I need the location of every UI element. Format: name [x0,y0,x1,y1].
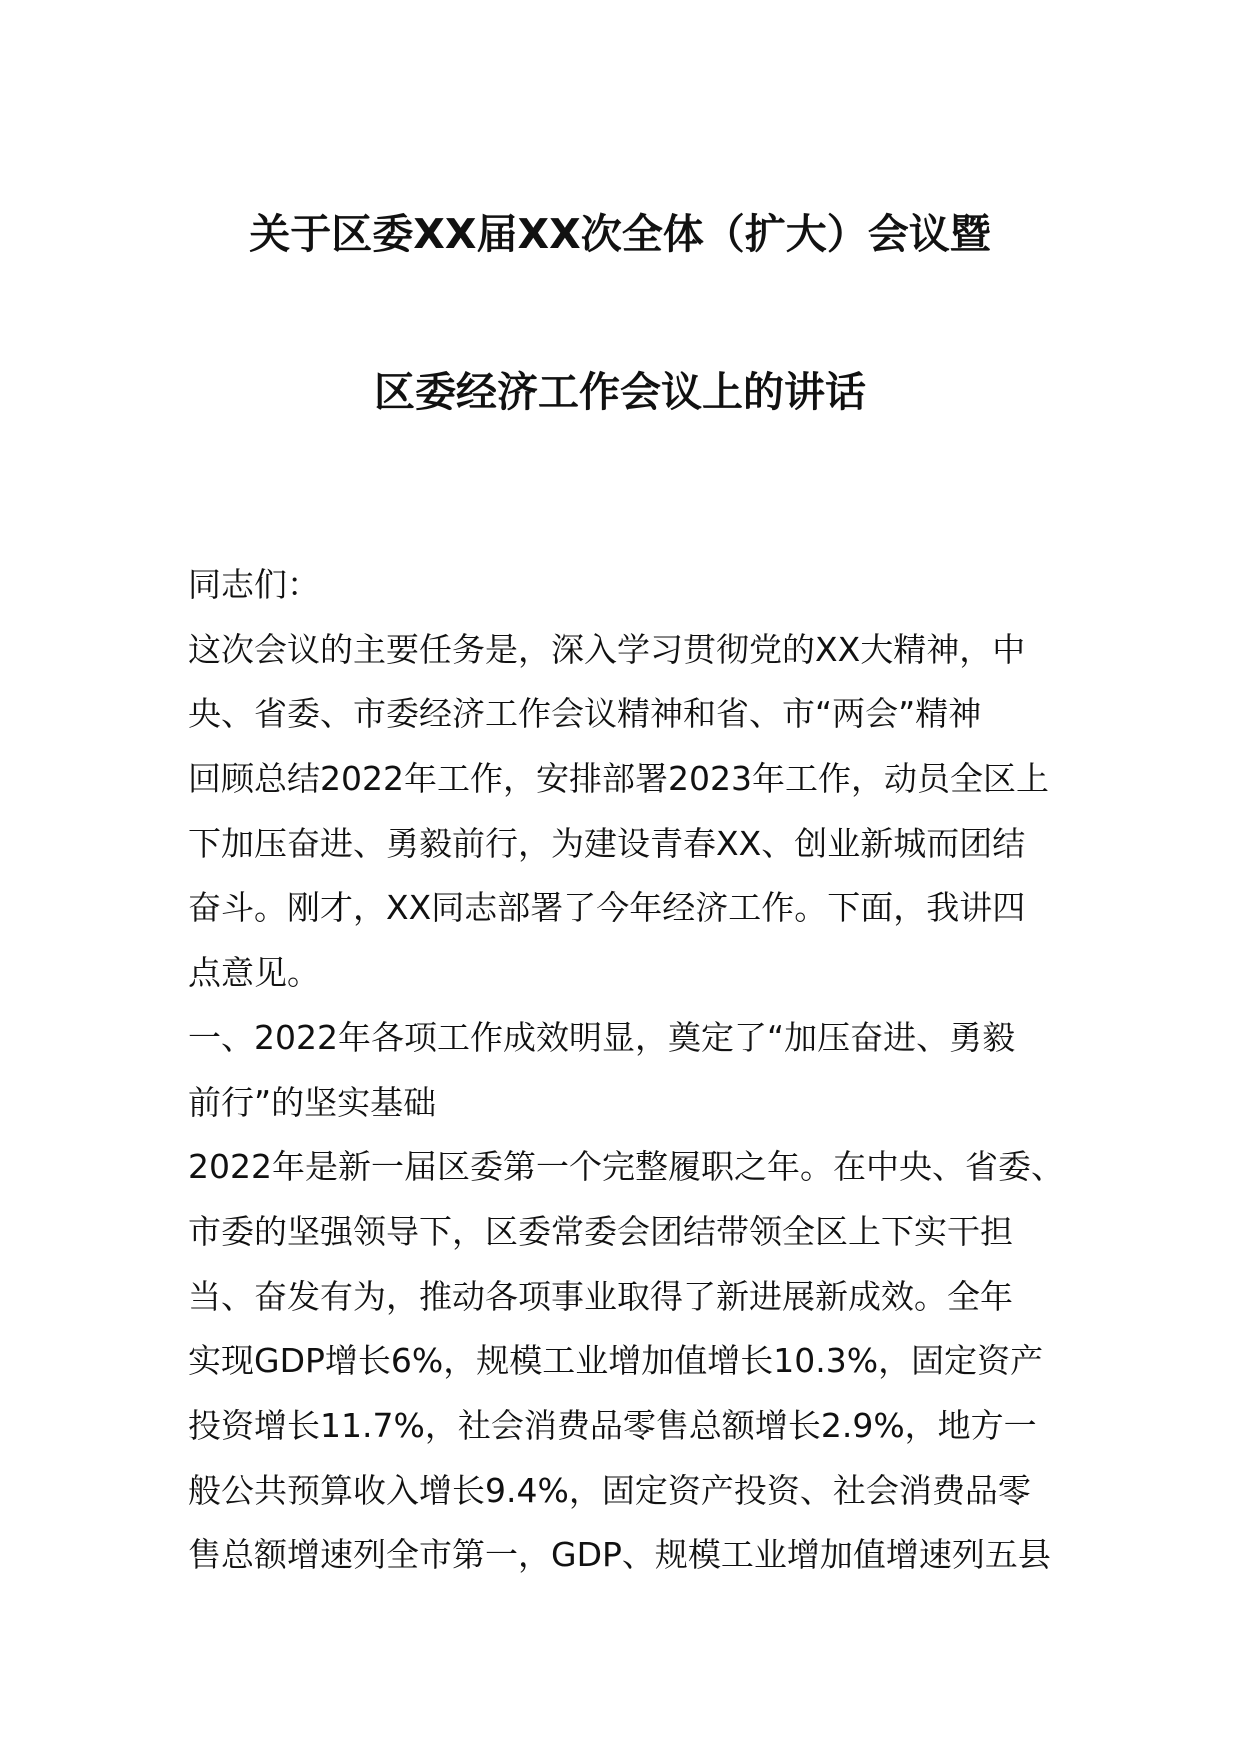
body-line: 实现GDP增长6%，规模工业增加值增长10.3%，固定资产 [188,1341,1044,1381]
body-line: 点意见。 [188,953,320,993]
document-title-line-2: 区委经济工作会议上的讲话 [374,368,866,416]
body-line: 2022年是新一届区委第一个完整履职之年。在中央、省委、 [188,1147,1064,1187]
body-line: 回顾总结2022年工作，安排部署2023年工作，动员全区上 [188,759,1049,799]
document-title-line-1: 关于区委XX届XX次全体（扩大）会议暨 [249,210,991,258]
body-line: 央、省委、市委经济工作会议精神和省、市“两会”精神 [188,694,982,734]
section-heading-line: 一、2022年各项工作成效明显，奠定了“加压奋进、勇毅 [188,1017,1016,1057]
salutation: 同志们： [188,565,320,604]
document-body [188,553,1068,1588]
body-line: 般公共预算收入增长9.4%，固定资产投资、社会消费品零 [188,1470,1031,1510]
section-heading-line: 前行”的坚实基础 [188,1082,437,1122]
body-line: 市委的坚强领导下，区委常委会团结带领全区上下实干担 [188,1211,1013,1251]
body-line: 售总额增速列全市第一，GDP、规模工业增加值增速列五县 [188,1535,1051,1575]
body-line: 投资增长11.7%，社会消费品零售总额增长2.9%，地方一 [188,1405,1037,1445]
body-line: 奋斗。刚才，XX同志部署了今年经济工作。下面，我讲四 [188,888,1026,928]
body-line: 下加压奋进、勇毅前行，为建设青春XX、创业新城而团结 [188,823,1026,863]
body-line: 这次会议的主要任务是，深入学习贯彻党的XX大精神，中 [188,629,1026,669]
body-line: 当、奋发有为，推动各项事业取得了新进展新成效。全年 [188,1276,1013,1316]
